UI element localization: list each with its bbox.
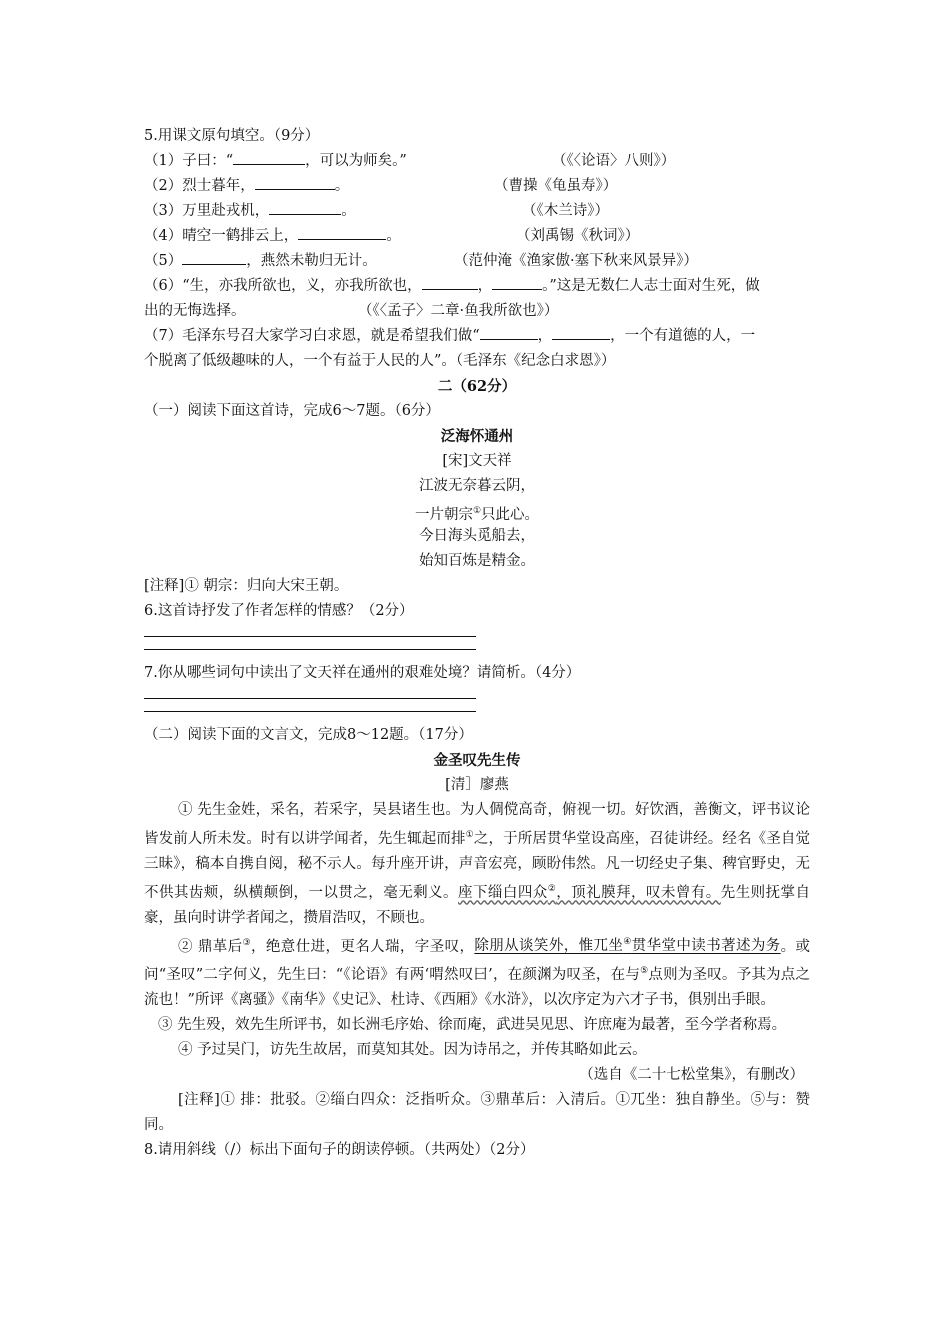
answer-line[interactable] xyxy=(144,698,476,699)
answer-blank[interactable] xyxy=(552,324,610,340)
answer-line[interactable] xyxy=(144,649,476,650)
poem-line: 始知百炼是精金。 xyxy=(419,553,535,569)
q5-item-3-prefix: （3）万里赴戎机， xyxy=(144,203,270,219)
answer-blank[interactable] xyxy=(233,149,305,165)
q5-item-5-source: （范仲淹《渔家傲·塞下秋来风景异》） xyxy=(454,253,698,269)
answer-blank[interactable] xyxy=(492,274,542,290)
essay-paragraph-2: ② 鼎革后③，绝意仕进，更名人瑞，字圣叹，除朋从谈笑外，惟兀坐④贯华堂中读书著述为务。或问“圣叹”二字何义，先生曰：“《论语》有两‘喟然叹曰’，在颜渊为叹圣，在与⑤点则为圣叹。予其为点之流也！”所评《离骚》《南华》《史记》、杜诗、《西厢》《水浒》，以次序定为六才子书，俱别出手眼。 xyxy=(144,937,811,1009)
q5-item-6-source: （《〈孟子〉二章·鱼我所欲也》） xyxy=(358,303,559,319)
answer-blank[interactable] xyxy=(269,199,341,215)
question-7: 7.你从哪些词句中读出了文天祥在通州的艰难处境？请简析。（4分） xyxy=(144,665,581,681)
essay-paragraph-1: ① 先生金姓，采名，若采字，吴县诸生也。为人倜傥高奇，俯视一切。好饮酒，善衡文，评书议论皆发前人所未发。时有以讲学闻者，先生辄起而排①之，于所居贯华堂设高座，召徒讲经。经名《圣自觉三昧》，稿本自携自阅，秘不示人。每升座开讲，声音宏亮，顾盼伟然。凡一切经史子集、稗官野史，无不供其齿颊，纵横颠倒，一以贯之，毫无剩义。座下缁白四众②，顶礼膜拜，叹未曾有。先生则抚掌自豪，虽向时讲学者闻之，攒眉浩叹，不顾也。 xyxy=(144,802,811,926)
q5-title: 5.用课文原句填空。（9分） xyxy=(144,128,320,144)
q5-item-3-suffix: 。 xyxy=(341,203,356,219)
q5-item-1-source: （《〈论语〉八则》） xyxy=(552,153,676,169)
poem-title: 泛海怀通州 xyxy=(440,428,514,445)
q5-item-4-suffix: 。 xyxy=(386,228,401,244)
exam-page xyxy=(144,124,810,1163)
q5-item-2 xyxy=(144,174,810,199)
essay-source: （选自《二十七松堂集》，有删改） xyxy=(579,1067,804,1084)
q5-item-1-prefix: （1）子曰：“ xyxy=(144,153,234,169)
q5-item-1 xyxy=(144,149,810,174)
q5-item-2-suffix: 。 xyxy=(334,178,350,194)
q5-item-5-suffix: ，燕然未勒归无计。 xyxy=(246,253,377,269)
footnote-marker: ① xyxy=(472,506,482,516)
q5-item-4-prefix: （4）晴空一鹤排云上， xyxy=(144,228,299,244)
wavy-underlined-text: 座下缁白四众②，顶礼膜拜，叹未曾有。 xyxy=(458,883,721,901)
q5-item-7-line1: （7）毛泽东号召大家学习白求恩，就是希望我们做“ ， ，一个有道德的人，一 xyxy=(144,324,810,349)
underlined-text: 除朋从谈笑外，惟兀坐④贯华堂中读书著述为务 xyxy=(474,937,781,955)
part1-intro: （一）阅读下面这首诗，完成6～7题。（6分） xyxy=(144,403,440,419)
footnote-marker: ⑤ xyxy=(640,966,649,977)
footnote-marker: ③ xyxy=(242,937,252,948)
question-8: 8.请用斜线（/）标出下面句子的朗读停顿。（共两处）（2分） xyxy=(144,1142,535,1159)
poem-line: 江波无奈暮云阴， xyxy=(419,478,535,494)
q5-item-4-source: （刘禹锡《秋词》） xyxy=(516,228,640,244)
answer-blank[interactable] xyxy=(255,174,335,190)
essay-notes: [注释]① 排：批驳。②缁白四众：泛指听众。③鼎革后：入清后。①兀坐：独自静坐。⑤与：赞同。 xyxy=(144,1092,810,1134)
q5-item-3-source: （《木兰诗》） xyxy=(522,203,609,219)
footnote-marker: ② xyxy=(547,883,557,894)
q5-item-2-source: （曹操《龟虽寿》） xyxy=(494,178,618,194)
essay-paragraph-3: ③ 先生殁，效先生所评书，如长洲毛序始、徐而庵，武进吴见思、许庶庵为最著，至今学者称焉。 xyxy=(158,1017,787,1034)
poem-author: [宋]文天祥 xyxy=(442,453,512,469)
poem-note: [注释]① 朝宗：归向大宋王朝。 xyxy=(144,578,349,594)
q5-item-5-prefix: （5） xyxy=(144,253,183,269)
answer-blank[interactable] xyxy=(480,324,538,340)
q5-item-7-line2: 个脱离了低级趣味的人，一个有益于人民的人”。（毛泽东《纪念白求恩》） xyxy=(144,353,616,369)
q5-item-6-line1: （6）“生，亦我所欲也，义，亦我所欲也， ， 。”这是无数仁人志士面对生死，做 xyxy=(144,274,810,299)
footnote-marker: ④ xyxy=(623,937,632,948)
q5-item-1-suffix: ，可以为师矣。” xyxy=(305,153,407,169)
poem-line: 一片朝宗①只此心。 xyxy=(414,506,540,523)
answer-line[interactable] xyxy=(144,711,476,712)
answer-line[interactable] xyxy=(144,636,476,637)
section-heading: 二（62分） xyxy=(437,378,517,395)
essay-author: [清］廖燕 xyxy=(445,777,509,793)
q5-item-4 xyxy=(144,224,810,249)
part2-intro: （二）阅读下面的文言文，完成8～12题。（17分） xyxy=(144,727,473,743)
q5-item-6-line2: 出的无悔选择。 （《〈孟子〉二章·鱼我所欲也》） xyxy=(144,299,810,324)
answer-blank[interactable] xyxy=(182,249,246,265)
essay-paragraph-4: ④ 予过吴门，访先生故居，而莫知其处。因为诗吊之，并传其略如此云。 xyxy=(178,1042,647,1059)
essay-title: 金圣叹先生传 xyxy=(433,752,521,769)
question-6: 6.这首诗抒发了作者怎样的情感？（2分） xyxy=(144,603,414,619)
q5-item-5 xyxy=(144,249,810,274)
q5-item-3 xyxy=(144,199,810,224)
answer-blank[interactable] xyxy=(422,274,478,290)
footnote-marker: ① xyxy=(465,830,474,840)
q5-item-2-prefix: （2）烈士暮年， xyxy=(144,178,255,194)
answer-blank[interactable] xyxy=(298,224,386,240)
poem-line: 今日海头觅船去， xyxy=(419,528,535,544)
